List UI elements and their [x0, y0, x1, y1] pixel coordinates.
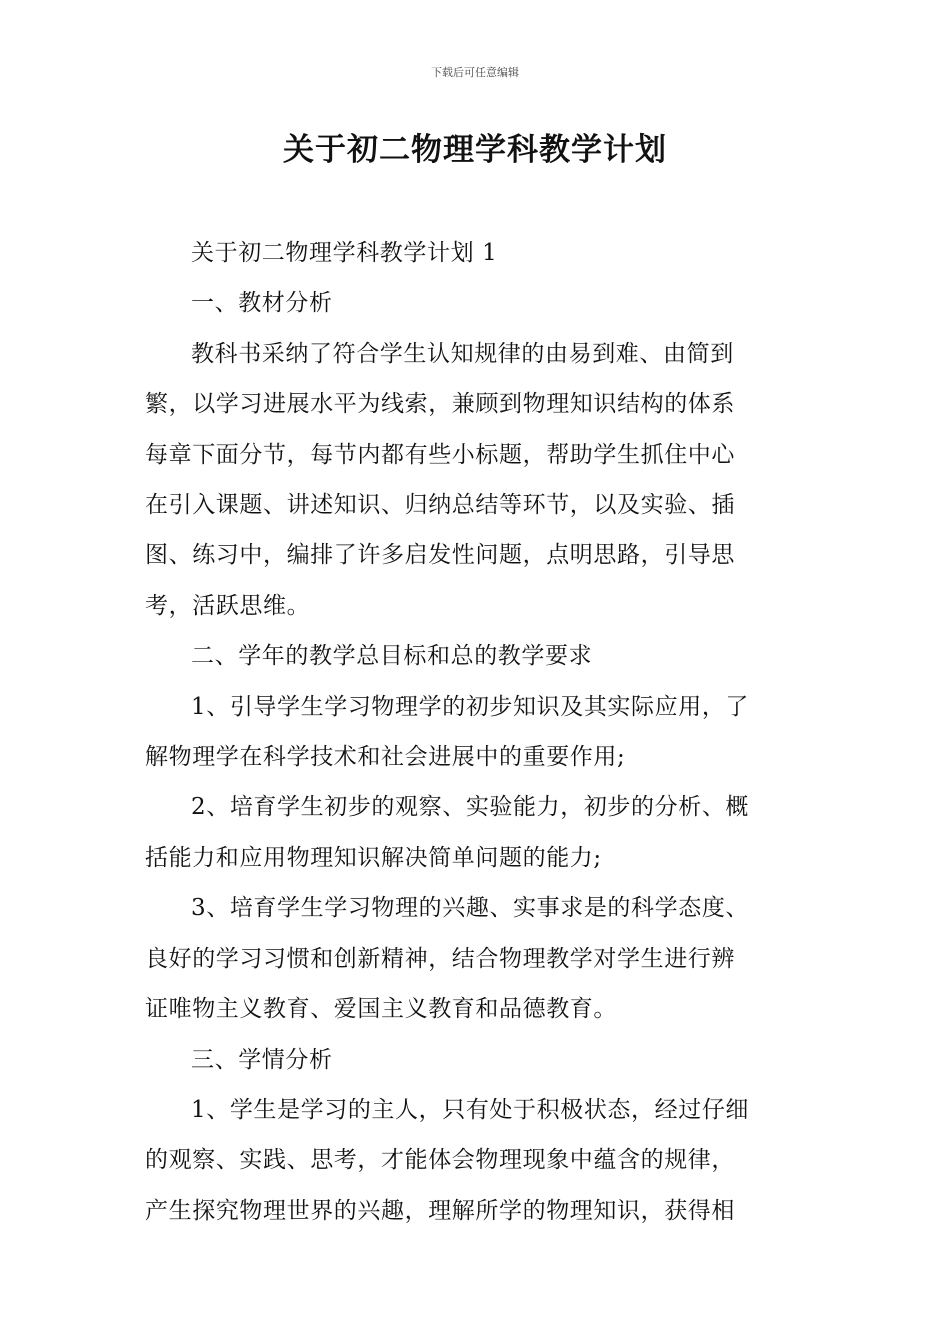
header-note: 下载后可任意编辑: [431, 66, 519, 79]
document-title: 关于初二物理学科教学计划: [283, 132, 667, 168]
text-line: 一、教材分析: [191, 290, 333, 317]
text-line: 教科书采纳了符合学生认知规律的由易到难、由简到: [191, 340, 734, 367]
text-line: 括能力和应用物理知识解决简单问题的能力;: [145, 844, 602, 871]
text-line: 1、引导学生学习物理学的初步知识及其实际应用，了: [191, 693, 750, 720]
text-line: 证唯物主义教育、爱国主义教育和品德教育。: [145, 996, 617, 1023]
paragraph-goal-3: [145, 883, 807, 1034]
text-line: 图、练习中，编排了许多启发性问题，点明思路，引导思: [145, 542, 735, 569]
section-heading-2: [145, 631, 807, 681]
text-line: 考，活跃思维。: [145, 592, 311, 619]
section-heading-3: [145, 1035, 807, 1085]
text-line: 解物理学在科学技术和社会进展中的重要作用;: [145, 744, 626, 771]
text-line: 繁，以学习进展水平为线索，兼顾到物理知识结构的体系: [145, 391, 735, 418]
text-line: 1、学生是学习的主人，只有处于积极状态，经过仔细: [191, 1096, 750, 1123]
text-line: 的观察、实践、思考，才能体会物理现象中蕴含的规律，: [145, 1147, 735, 1174]
text-line: 三、学情分析: [191, 1046, 333, 1073]
text-line: 2、培育学生初步的观察、实验能力，初步的分析、概: [191, 794, 750, 821]
paragraph-goal-1: [145, 682, 807, 783]
text-line: 关于初二物理学科教学计划 1: [191, 240, 498, 266]
section-heading-1: [145, 278, 807, 328]
text-line: 产生探究物理世界的兴趣，理解所学的物理知识，获得相: [145, 1197, 735, 1224]
text-line: 在引入课题、讲述知识、归纳总结等环节，以及实验、插: [145, 492, 735, 519]
paragraph-goal-2: [145, 782, 807, 883]
text-line: 二、学年的教学总目标和总的教学要求: [191, 643, 593, 670]
paragraph-subtitle: [145, 228, 807, 278]
text-line: 每章下面分节，每节内都有些小标题，帮助学生抓住中心: [145, 441, 735, 468]
text-line: 3、培育学生学习物理的兴趣、实事求是的科学态度、: [191, 895, 750, 922]
paragraph-student-analysis-1: [145, 1085, 807, 1236]
paragraph-textbook-analysis: [145, 329, 807, 631]
document-body: [145, 228, 807, 1236]
text-line: 良好的学习习惯和创新精神，结合物理教学对学生进行辨: [145, 945, 735, 972]
